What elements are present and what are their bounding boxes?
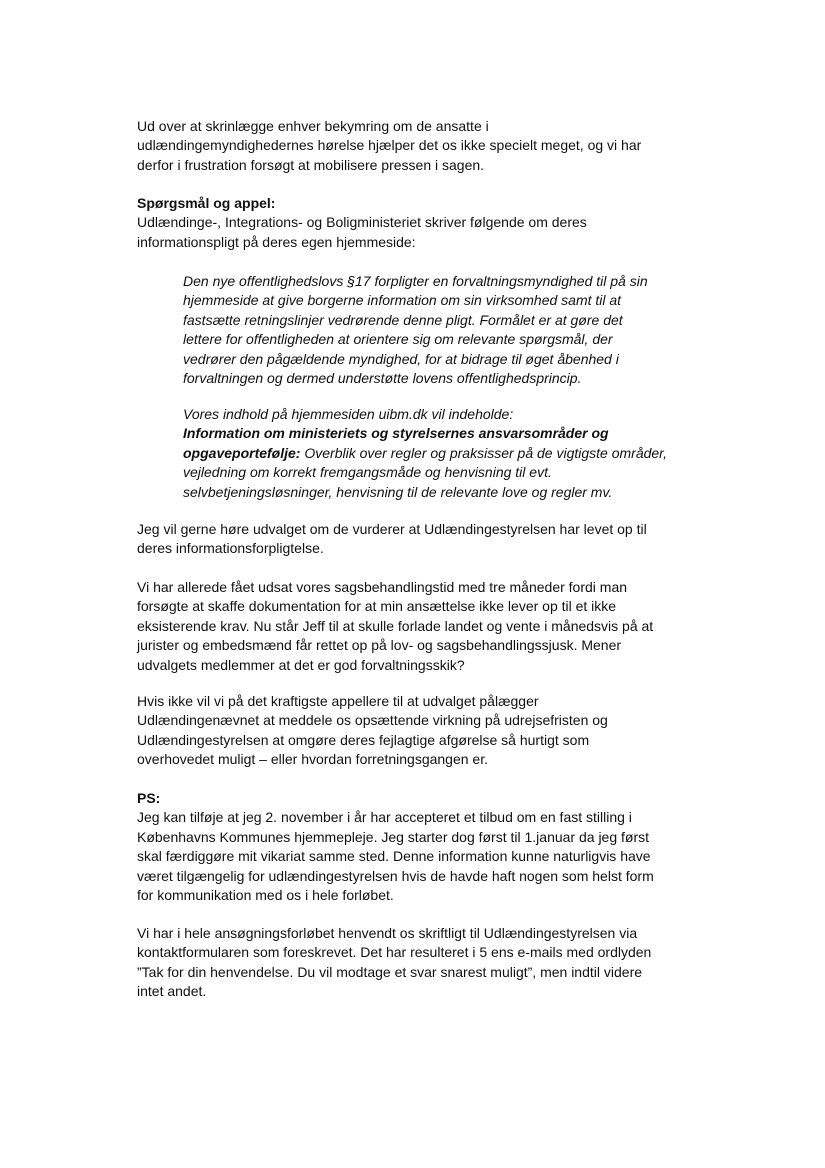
intro-block bbox=[137, 117, 697, 175]
intro-paragraph: Ud over at skrinlægge enhver bekymring om de ansatte i udlændingemyndighedernes hørelse hjælper det os ikke specielt meget, og vi har derfor i frustration forsøgt at mobilisere pressen i sagen. bbox=[137, 118, 642, 173]
ps-paragraph: Jeg kan tilføje at jeg 2. november i år har accepteret et tilbud om en fast stilling i Københavns Kommunes hjemmepleje. Jeg starter dog først til 1.januar da jeg først skal færdiggøre mit vikariat samme sted. Denne information kunne naturligvis have været tilgængelig for udlændingestyrelsen hvis de havde haft nogen som helst form for kommunikation med os i hele forløbet. bbox=[137, 809, 654, 904]
quote-intro-line: Vores indhold på hjemmesiden uibm.dk vil indeholde: bbox=[183, 406, 514, 422]
quote-block bbox=[183, 272, 703, 388]
quote-rest: Overblik over regler og praksisser på de vigtigste områder, vejledning om korrekt fremgangsmåde og henvisning til evt. selvbetjeningsløsninger, henvisning til de relevante love og regler mv. bbox=[183, 444, 667, 500]
paragraph-3-block bbox=[137, 578, 697, 675]
paragraph-4: Hvis ikke vil vi på det kraftigste appellere til at udvalget pålægger Udlændingenævnet at meddele os opsættende virkning på udrejsefristen og Udlændingestyrelsen at omgøre deres fejlagtige afgørelse så hurtigt som overhovedet muligt – eller hvordan forretningsgangen er. bbox=[137, 693, 608, 768]
ps-paragraph-2: Vi har i hele ansøgningsforløbet henvendt os skriftligt til Udlændingestyrelsen via kontaktformularen som foreskrevet. Det har resulteret i 5 ens e-mails med ordlyden ”Tak for din henvendelse. Du vil modtage et svar snarest muligt”, men indtil videre intet andet. bbox=[137, 925, 652, 1000]
paragraph-2-block bbox=[137, 520, 697, 559]
section-heading: Spørgsmål og appel: bbox=[137, 195, 276, 211]
ps-heading: PS: bbox=[137, 790, 161, 806]
ps-block bbox=[137, 789, 697, 905]
section-questions bbox=[137, 194, 697, 252]
paragraph-4-block bbox=[137, 692, 697, 770]
quote-content-paragraph bbox=[183, 424, 703, 502]
quote-paragraph: Den nye offentlighedslovs §17 forpligter en forvaltningsmyndighed til på sin hjemmeside at give borgerne information om sin virksomhed samt til at fastsætte retningslinjer vedrørende denne pligt. Formålet er at gøre det lettere for offentligheden at orientere sig om relevante spørgsmål, der vedrører den pågældende myndighed, for at bidrage til øget åbenhed i forvaltningen og dermed understøtte lovens offentlighedsprincip. bbox=[183, 273, 648, 387]
section-text: Udlændinge-, Integrations- og Boligministeriet skriver følgende om deres informationspligt på deres egen hjemmeside: bbox=[137, 214, 587, 250]
quote-content-block bbox=[183, 405, 703, 502]
paragraph-3: Vi har allerede fået udsat vores sagsbehandlingstid med tre måneder fordi man forsøgte at skaffe dokumentation for at min ansættelse ikke lever op til et ikke eksisterende krav. Nu står Jeff til at skulle forlade landet og vente i månedsvis på at jurister og embedsmænd får rettet op på lov- og sagsbehandlingssjusk. Mener udvalgets medlemmer at det er god forvaltningsskik? bbox=[137, 579, 654, 673]
paragraph-2: Jeg vil gerne høre udvalget om de vurderer at Udlændingestyrelsen har levet op til deres informationsforpligtelse. bbox=[137, 521, 647, 557]
quote-bold-part: Information om ministeriets og styrelsernes ansvarsområder og opgaveportefølje: bbox=[183, 425, 609, 461]
ps-paragraph-2-block bbox=[137, 924, 697, 1002]
